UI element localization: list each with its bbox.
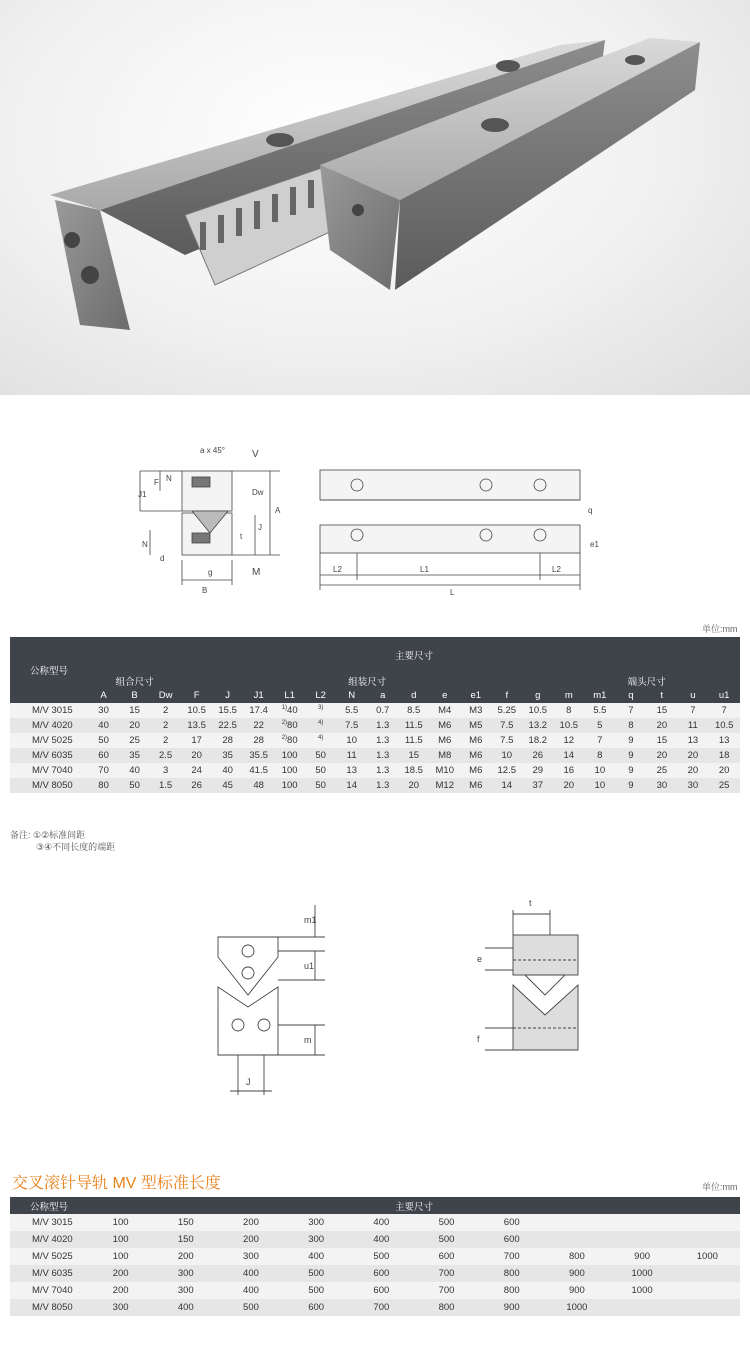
value-cell: M10 [429, 763, 460, 778]
length-cell: 400 [218, 1265, 283, 1282]
column-header: q [615, 688, 646, 703]
length-cell: 600 [479, 1214, 544, 1231]
group-header: 端头尺寸 [553, 673, 740, 688]
column-header: B [119, 688, 150, 703]
value-cell [305, 733, 336, 748]
table-row [10, 1248, 740, 1265]
value-cell: 10.5 [708, 718, 740, 733]
value-cell: 28 [243, 733, 274, 748]
value-cell: 2 [150, 733, 181, 748]
value-cell: 24 [181, 763, 212, 778]
length-cell: 200 [153, 1248, 218, 1265]
length-cell: 700 [349, 1299, 414, 1316]
value-cell: 15 [646, 733, 677, 748]
svg-text:d: d [160, 554, 165, 563]
value-cell: M6 [460, 733, 491, 748]
length-cell: 400 [153, 1299, 218, 1316]
column-header: d [398, 688, 429, 703]
length-cell: 400 [284, 1248, 349, 1265]
length-cell: 1000 [544, 1299, 609, 1316]
svg-text:Dw: Dw [252, 488, 264, 497]
length-cell: 1000 [610, 1282, 675, 1299]
length-cell: 900 [610, 1248, 675, 1265]
value-cell: 1.3 [367, 763, 398, 778]
group-header: 组装尺寸 [181, 673, 553, 688]
value-cell: 30 [88, 703, 119, 718]
value-cell: 15.5 [212, 703, 243, 718]
value-cell [274, 718, 305, 733]
length-cell [675, 1231, 740, 1248]
drawing-label: t [529, 898, 532, 908]
value-cell [274, 733, 305, 748]
value-cell: M6 [429, 733, 460, 748]
value-cell [274, 703, 305, 718]
column-header: J1 [243, 688, 274, 703]
end-face-view [200, 895, 340, 1110]
value-cell: 50 [305, 748, 336, 763]
svg-text:B: B [202, 586, 208, 595]
value-cell: 15 [398, 748, 429, 763]
svg-text:A: A [275, 506, 281, 515]
value-cell: 26 [181, 778, 212, 793]
column-header: J [212, 688, 243, 703]
length-cell: 200 [88, 1265, 153, 1282]
value-cell [305, 703, 336, 718]
column-header: t [646, 688, 677, 703]
column-header: m1 [584, 688, 615, 703]
length-cell: 600 [479, 1231, 544, 1248]
value-cell: 16 [553, 763, 584, 778]
value-cell: 40 [88, 718, 119, 733]
svg-text:L: L [450, 588, 455, 595]
value-cell: 9 [615, 763, 646, 778]
value-cell: 45 [212, 778, 243, 793]
length-cell: 500 [218, 1299, 283, 1316]
model-cell: M/V 7040 [10, 1282, 88, 1299]
drawing-label: m [304, 1035, 312, 1045]
drawing-label: m1 [304, 915, 317, 925]
value-cell: 22 [243, 718, 274, 733]
value-cell: 35 [119, 748, 150, 763]
length-cell: 100 [88, 1231, 153, 1248]
value-cell: 3 [150, 763, 181, 778]
model-cell: M/V 5025 [10, 1248, 88, 1265]
value-cell: 14 [491, 778, 522, 793]
svg-text:L1: L1 [420, 565, 429, 574]
length-cell: 400 [218, 1282, 283, 1299]
length-cell: 100 [88, 1214, 153, 1231]
value-cell: 5 [584, 718, 615, 733]
value-cell: 17 [181, 733, 212, 748]
dimension-table [10, 637, 740, 793]
value-cell: M5 [460, 718, 491, 733]
column-header: g [522, 688, 553, 703]
value-cell: 13 [336, 763, 367, 778]
length-cell: 500 [284, 1265, 349, 1282]
value-cell: 50 [88, 733, 119, 748]
note-line: ③④不同长度的端距 [36, 842, 116, 852]
value-cell: 70 [88, 763, 119, 778]
model-cell: M/V 5025 [10, 733, 88, 748]
value-cell: 1.5 [150, 778, 181, 793]
value-cell: 0.7 [367, 703, 398, 718]
value-cell: 2 [150, 718, 181, 733]
value-cell: 2.5 [150, 748, 181, 763]
footnote-mark: 1) [281, 704, 288, 711]
value-cell: 10.5 [553, 718, 584, 733]
value-cell: 9 [615, 748, 646, 763]
model-cell: M/V 8050 [10, 1299, 88, 1316]
value-cell: 20 [708, 763, 740, 778]
footnote-mark: 4) [318, 719, 324, 726]
length-cell: 900 [544, 1265, 609, 1282]
value-cell: 11.5 [398, 733, 429, 748]
value-cell: 7.5 [491, 733, 522, 748]
value-cell: 12.5 [491, 763, 522, 778]
value-cell: 35.5 [243, 748, 274, 763]
svg-text:g: g [208, 568, 213, 577]
table-notes [10, 829, 115, 853]
length-cell: 600 [349, 1265, 414, 1282]
svg-text:L2: L2 [552, 565, 561, 574]
model-cell: M/V 3015 [10, 703, 88, 718]
value-cell: 7 [708, 703, 740, 718]
value-cell: 50 [305, 778, 336, 793]
value-cell: 9 [615, 733, 646, 748]
value-cell: 10 [584, 763, 615, 778]
value-cell: 7.5 [336, 718, 367, 733]
value-cell: 20 [677, 748, 708, 763]
value-cell: 20 [398, 778, 429, 793]
value-cell: 1.3 [367, 718, 398, 733]
svg-text:N: N [142, 540, 148, 549]
footnote-mark: 2) [281, 734, 288, 741]
value-cell: 25 [708, 778, 740, 793]
length-cell: 500 [284, 1282, 349, 1299]
standard-length-table [10, 1197, 740, 1316]
value-cell: 20 [119, 718, 150, 733]
value-cell: 5.5 [584, 703, 615, 718]
length-cell: 150 [153, 1231, 218, 1248]
value-text: 40 [287, 705, 298, 717]
length-cell: 600 [414, 1248, 479, 1265]
column-header: A [88, 688, 119, 703]
length-cell: 900 [479, 1299, 544, 1316]
length-cell [610, 1214, 675, 1231]
value-cell: 29 [522, 763, 553, 778]
value-cell: 40 [212, 763, 243, 778]
section-drawing [465, 890, 600, 1070]
unit-label: 单位:mm [702, 1182, 738, 1192]
length-cell: 400 [349, 1214, 414, 1231]
length-cell: 800 [479, 1265, 544, 1282]
value-cell: 22.5 [212, 718, 243, 733]
model-cell: M/V 7040 [10, 763, 88, 778]
value-text: 80 [287, 735, 298, 747]
value-cell: M6 [460, 778, 491, 793]
column-header: e [429, 688, 460, 703]
drawing-label: e [477, 954, 483, 964]
length-cell [544, 1231, 609, 1248]
value-cell: 35 [212, 748, 243, 763]
length-cell: 800 [479, 1282, 544, 1299]
value-cell: 20 [677, 763, 708, 778]
column-header: L1 [274, 688, 305, 703]
length-cell: 500 [349, 1248, 414, 1265]
length-cell [610, 1231, 675, 1248]
value-cell: 15 [646, 703, 677, 718]
value-cell: 41.5 [243, 763, 274, 778]
length-cell: 150 [153, 1214, 218, 1231]
table-row [10, 1214, 740, 1231]
column-header: m [553, 688, 584, 703]
table-row [10, 1282, 740, 1299]
table-row [10, 778, 740, 793]
group-header: 组合尺寸 [88, 673, 181, 688]
length-cell: 200 [218, 1231, 283, 1248]
column-header: u [677, 688, 708, 703]
value-cell: 11 [336, 748, 367, 763]
length-cell: 600 [349, 1282, 414, 1299]
column-header: F [181, 688, 212, 703]
drawing-label: J [246, 1077, 251, 1087]
value-cell: 5.25 [491, 703, 522, 718]
column-header: f [491, 688, 522, 703]
value-cell: M3 [460, 703, 491, 718]
model-cell: M/V 6035 [10, 1265, 88, 1282]
svg-text:a x 45°: a x 45° [200, 446, 225, 455]
value-cell: M4 [429, 703, 460, 718]
svg-text:q: q [588, 506, 593, 515]
table-row [10, 1299, 740, 1316]
end-face-drawing [200, 895, 340, 1110]
value-cell: 1.3 [367, 733, 398, 748]
value-cell: 7 [584, 733, 615, 748]
value-cell: 10 [584, 778, 615, 793]
length-cell [675, 1299, 740, 1316]
table-row [10, 748, 740, 763]
length-cell: 200 [88, 1282, 153, 1299]
value-cell: 18 [708, 748, 740, 763]
length-cell: 100 [88, 1248, 153, 1265]
dimension-drawing-top [120, 435, 620, 595]
value-cell: 11 [677, 718, 708, 733]
length-cell: 500 [414, 1214, 479, 1231]
main-header: 主要尺寸 [88, 1197, 740, 1214]
svg-text:J: J [258, 523, 262, 532]
column-header: a [367, 688, 398, 703]
length-cell: 800 [414, 1299, 479, 1316]
value-cell: 11.5 [398, 718, 429, 733]
value-cell: 8 [615, 718, 646, 733]
value-cell: 18.2 [522, 733, 553, 748]
length-cell: 400 [349, 1231, 414, 1248]
table-row [10, 733, 740, 748]
value-cell: 37 [522, 778, 553, 793]
value-cell: 30 [677, 778, 708, 793]
value-cell: 13 [708, 733, 740, 748]
length-cell: 700 [414, 1265, 479, 1282]
value-cell: 100 [274, 763, 305, 778]
value-cell: 100 [274, 778, 305, 793]
value-cell: 9 [615, 778, 646, 793]
length-cell: 300 [218, 1248, 283, 1265]
value-cell: 7 [615, 703, 646, 718]
footnote-mark: 3) [318, 704, 324, 711]
model-cell: M/V 6035 [10, 748, 88, 763]
section-title: 交叉滚针导轨 MV 型标准长度 [12, 1175, 221, 1192]
length-cell: 300 [153, 1282, 218, 1299]
value-cell: 7.5 [491, 718, 522, 733]
model-cell: M/V 4020 [10, 718, 88, 733]
crossed-roller-guide-illustration [0, 0, 750, 395]
length-cell: 700 [414, 1282, 479, 1299]
value-cell: 20 [181, 748, 212, 763]
table-row [10, 763, 740, 778]
length-cell: 1000 [610, 1265, 675, 1282]
svg-text:e1: e1 [590, 540, 599, 549]
value-cell: 26 [522, 748, 553, 763]
value-cell: 17.4 [243, 703, 274, 718]
length-cell [610, 1299, 675, 1316]
column-header: u1 [708, 688, 740, 703]
length-cell: 200 [218, 1214, 283, 1231]
value-cell: 10.5 [522, 703, 553, 718]
value-cell: 1.3 [367, 748, 398, 763]
value-cell: 10.5 [181, 703, 212, 718]
length-cell [544, 1214, 609, 1231]
rail-cross-section-and-side-view [120, 435, 620, 595]
note-line: 备注: ①②标准间距 [10, 830, 86, 840]
value-cell: 13 [677, 733, 708, 748]
value-cell: M6 [429, 718, 460, 733]
svg-text:F: F [154, 478, 159, 487]
length-cell: 300 [88, 1299, 153, 1316]
value-cell: 20 [646, 718, 677, 733]
svg-text:L2: L2 [333, 565, 342, 574]
svg-text:t: t [240, 532, 243, 541]
length-cell [675, 1214, 740, 1231]
svg-text:V: V [252, 449, 259, 460]
value-cell: 50 [119, 778, 150, 793]
length-cell [675, 1265, 740, 1282]
table-row [10, 1231, 740, 1248]
value-cell: 20 [646, 748, 677, 763]
value-cell: 18.5 [398, 763, 429, 778]
model-cell: M/V 3015 [10, 1214, 88, 1231]
value-cell: 25 [646, 763, 677, 778]
length-cell: 600 [284, 1299, 349, 1316]
value-cell: 60 [88, 748, 119, 763]
value-cell: 40 [119, 763, 150, 778]
value-cell: 100 [274, 748, 305, 763]
value-cell: 1.3 [367, 778, 398, 793]
value-cell: M12 [429, 778, 460, 793]
value-cell: 8.5 [398, 703, 429, 718]
value-cell [305, 718, 336, 733]
length-cell: 300 [153, 1265, 218, 1282]
value-cell: 10 [491, 748, 522, 763]
model-header: 公称型号 [10, 637, 88, 703]
value-cell: 5.5 [336, 703, 367, 718]
value-cell: M6 [460, 763, 491, 778]
model-cell: M/V 8050 [10, 778, 88, 793]
value-cell: 80 [88, 778, 119, 793]
value-text: 80 [287, 720, 298, 732]
svg-text:N: N [166, 474, 172, 483]
value-cell: 25 [119, 733, 150, 748]
column-header: L2 [305, 688, 336, 703]
product-photo [0, 0, 750, 395]
length-cell: 300 [284, 1231, 349, 1248]
table-row [10, 718, 740, 733]
main-header: 主要尺寸 [88, 637, 740, 673]
length-cell: 1000 [675, 1248, 740, 1265]
footnote-mark: 2) [281, 719, 288, 726]
value-cell: 28 [212, 733, 243, 748]
section-view [465, 890, 600, 1070]
length-cell: 500 [414, 1231, 479, 1248]
value-cell: 30 [646, 778, 677, 793]
value-cell: 7 [677, 703, 708, 718]
unit-label: 单位:mm [702, 624, 738, 634]
column-header: e1 [460, 688, 491, 703]
column-header: Dw [150, 688, 181, 703]
value-cell: 48 [243, 778, 274, 793]
value-cell: 14 [336, 778, 367, 793]
model-header: 公称型号 [10, 1197, 88, 1214]
value-cell: 8 [584, 748, 615, 763]
value-cell: 12 [553, 733, 584, 748]
svg-text:M: M [252, 567, 261, 578]
value-cell: 8 [553, 703, 584, 718]
drawing-label: f [477, 1034, 480, 1044]
value-cell: 14 [553, 748, 584, 763]
value-cell: 10 [336, 733, 367, 748]
table-row [10, 1265, 740, 1282]
value-cell: 15 [119, 703, 150, 718]
footnote-mark: 4) [318, 734, 324, 741]
value-cell: 13.2 [522, 718, 553, 733]
value-cell: 13.5 [181, 718, 212, 733]
value-cell: M6 [460, 748, 491, 763]
table-row [10, 703, 740, 718]
length-cell: 800 [544, 1248, 609, 1265]
value-cell: 50 [305, 763, 336, 778]
value-cell: M8 [429, 748, 460, 763]
value-cell: 2 [150, 703, 181, 718]
column-header: N [336, 688, 367, 703]
length-cell: 700 [479, 1248, 544, 1265]
model-cell: M/V 4020 [10, 1231, 88, 1248]
svg-text:J1: J1 [138, 490, 147, 499]
drawing-label: u1 [304, 961, 315, 971]
length-cell [675, 1282, 740, 1299]
value-cell: 20 [553, 778, 584, 793]
length-cell: 300 [284, 1214, 349, 1231]
length-cell: 900 [544, 1282, 609, 1299]
